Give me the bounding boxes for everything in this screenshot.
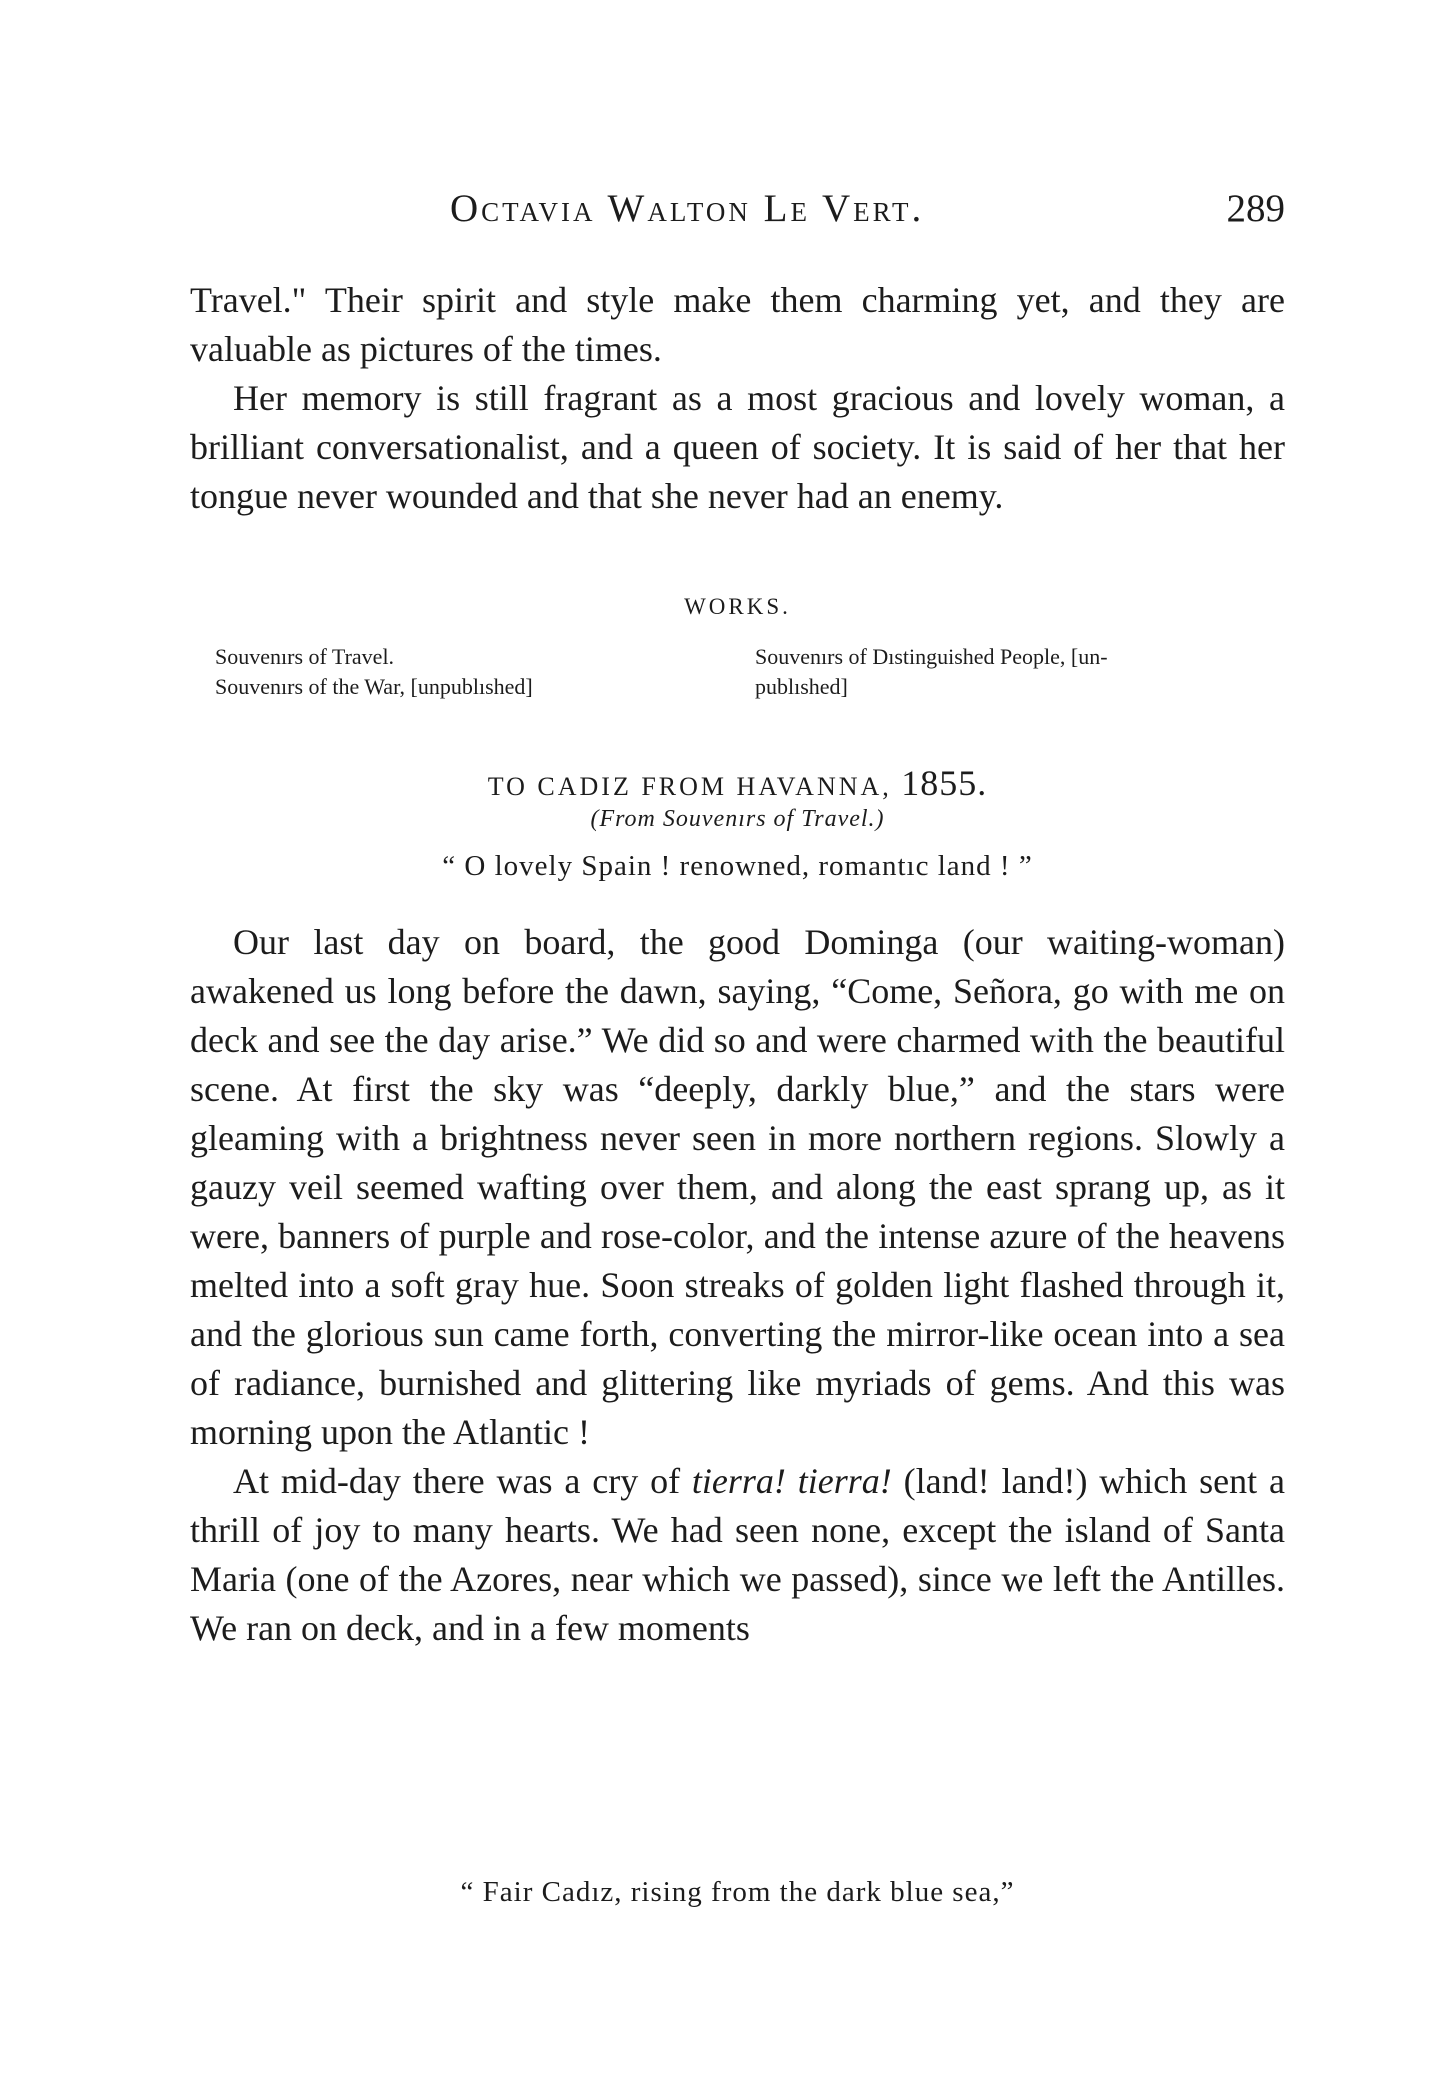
body-paragraph-2: [190, 1457, 1285, 1653]
body-paragraph-2-end: (land! land!) which sent a thrill of joy to many hearts. We had seen none, except the island of Santa Maria (one of the Azores, near which we passed), since we left the Antilles. We ran on deck, and in a few moments: [190, 1461, 1285, 1648]
section-title: [190, 762, 1285, 804]
intro-text: [190, 276, 1285, 521]
tierra-italic: tierra! tierra!: [691, 1461, 892, 1501]
works-item: Souvenırs of Dıstinguished People, [un-: [755, 644, 1108, 669]
section-year: 1855.: [901, 763, 988, 803]
running-title: Octavia Walton Le Vert.: [450, 187, 925, 230]
works-column-right: [755, 642, 1285, 702]
works-item-continuation: publıshed]: [755, 674, 848, 699]
works-item: Souvenırs of Travel.: [215, 644, 395, 669]
closing-quote: “ Fair Cadız, rising from the dark blue sea,”: [460, 1876, 1015, 1908]
epigraph: “ O lovely Spain ! renowned, romantıc land ! ”: [442, 850, 1033, 882]
works-item: Souvenırs of the War, [unpublıshed]: [215, 674, 533, 699]
body-paragraph-1: Our last day on board, the good Dominga (our waiting-woman) awakened us long before the dawn, saying, “Come, Señora, go with me on deck and see the day arise.” We did so and were charmed with the beautiful scene. At first the sky was “deeply, darkly blue,” and the stars were gleaming with a brightness never seen in more northern regions. Slowly a gauzy veil seemed wafting over them, and along the east sprang up, as it were, banners of purple and rose-color, and the intense azure of the heavens melted into a soft gray hue. Soon streaks of golden light flashed through it, and the glorious sun came forth, converting the mirror-like ocean into a sea of radiance, burnished and glittering like myriads of gems. And this was morning upon the Atlantic !: [190, 922, 1285, 1452]
running-head: [190, 186, 1285, 246]
works-column-left: [215, 642, 685, 702]
page-number: 289: [1226, 187, 1285, 230]
body-text: [190, 918, 1285, 1653]
intro-paragraph-2: Her memory is still fragrant as a most gracious and lovely woman, a brilliant conversationalist, and a queen of society. It is said of her that her tongue never wounded and that she never had an enemy.: [190, 378, 1285, 516]
section-title-text: TO CADIZ FROM HAVANNA,: [487, 772, 892, 801]
intro-paragraph-1: Travel." Their spirit and style make them charming yet, and they are valuable as pictures of the times.: [190, 280, 1285, 369]
body-paragraph-2-start: At mid-day there was a cry of: [233, 1461, 692, 1501]
section-source: (From Souvenırs of Travel.): [590, 806, 885, 832]
works-heading: WORKS.: [684, 594, 791, 619]
